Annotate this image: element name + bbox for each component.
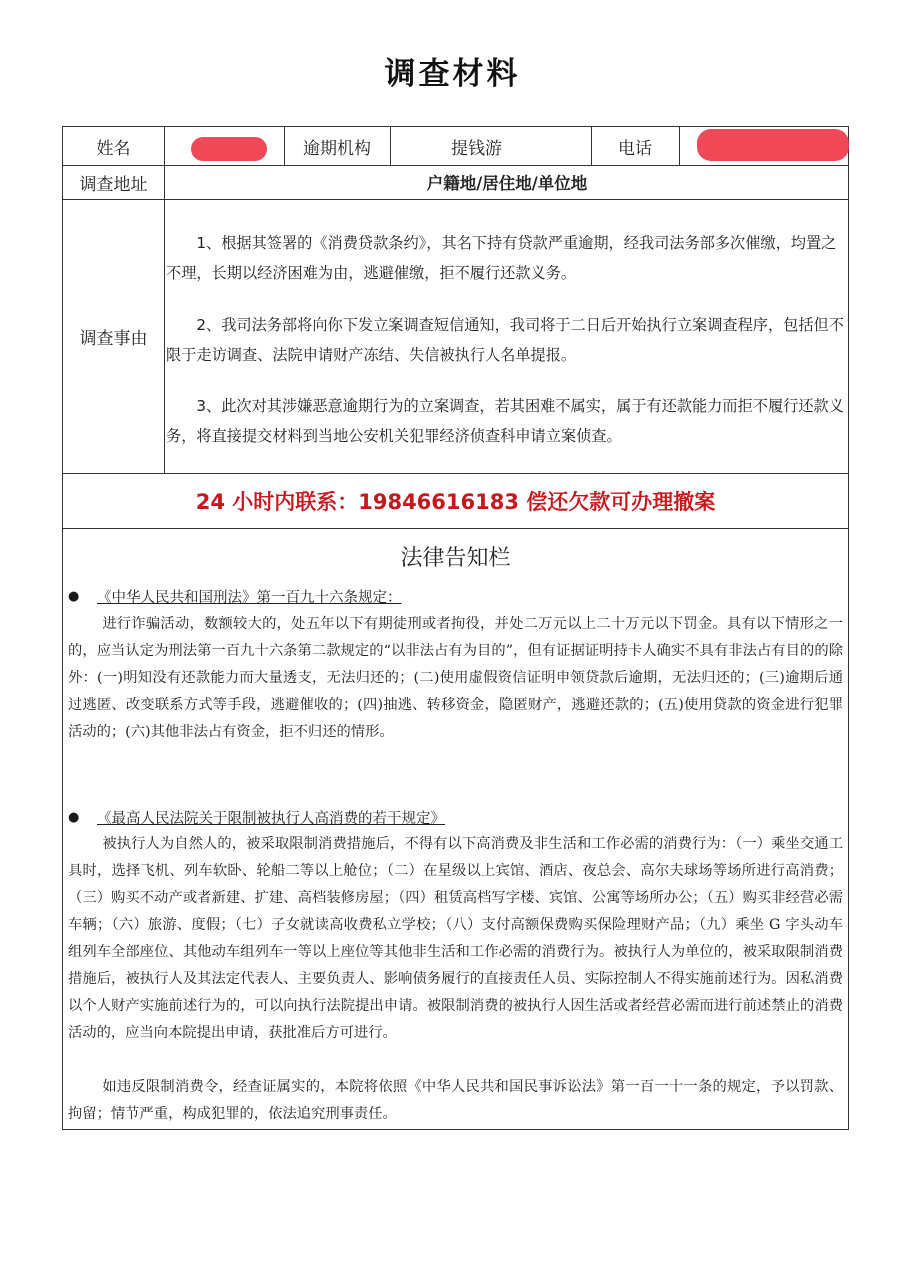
address-value: 户籍地/居住地/单位地 (426, 174, 588, 193)
bullet-icon: ● (68, 589, 80, 604)
row-divider (63, 199, 848, 200)
address-label: 调查地址 (79, 174, 148, 195)
reason-label: 调查事由 (79, 328, 148, 349)
bullet-icon: ● (68, 810, 80, 825)
phone-label: 电话 (618, 138, 652, 159)
row-divider (63, 473, 848, 474)
legal-notice-title: 法律告知栏 (400, 546, 511, 571)
page-title: 调查材料 (384, 56, 521, 92)
law-paragraph: 如违反限制消费令，经查证属实的，本院将依照《中华人民共和国民事诉讼法》第一百一十一条的规定，予以罚款、拘留；情节严重，构成犯罪的，依法追究刑事责任。 (68, 1079, 843, 1122)
reason-item: 1、根据其签署的《消费贷款条约》，其名下持有贷款严重逾期，经我司法务部多次催缴，均置之不理，长期以经济困难为由，逃避催缴，拒不履行还款义务。 (166, 234, 837, 282)
law-heading: 《中华人民共和国刑法》第一百九十六条规定： (97, 590, 402, 606)
row-divider (63, 528, 848, 529)
agency-label: 逾期机构 (303, 138, 371, 159)
law-heading: 《最高人民法院关于限制被执行人高消费的若干规定》 (97, 811, 445, 827)
name-label: 姓名 (96, 138, 131, 159)
redacted-name (191, 137, 267, 161)
investigation-table (62, 126, 849, 1130)
contact-notice: 24 小时内联系：19846616183 偿还欠款可办理撤案 (195, 490, 716, 514)
redacted-phone (697, 129, 849, 161)
agency-value: 提钱游 (451, 138, 502, 159)
law-paragraph: 进行诈骗活动，数额较大的，处五年以下有期徒刑或者拘役，并处二万元以上二十万元以下罚金。具有以下情形之一的，应当认定为刑法第一百九十六条第二款规定的“以非法占有为目的”，但有证据证明持卡人确实不具有非法占有目的的除外：(一)明知没有还款能力而大量透支，无法归还的；(二)使用虚假资信证明申领贷款后逾期，无法归还的；(三)逾期后通过逃匿、改变联系方式等手段，逃避催收的；(四)抽逃、转移资金，隐匿财产，逃避还款的；(五)使用贷款的资金进行犯罪活动的；(六)其他非法占有资金，拒不归还的情形。 (68, 616, 843, 740)
reason-item: 2、我司法务部将向你下发立案调查短信通知，我司将于二日后开始执行立案调查程序，包括但不限于走访调查、法院申请财产冻结、失信被执行人名单提报。 (166, 316, 844, 364)
col-divider (164, 127, 165, 165)
col-divider (164, 165, 165, 473)
col-divider (679, 127, 680, 165)
law-paragraph: 被执行人为自然人的，被采取限制消费措施后，不得有以下高消费及非生活和工作必需的消费行为：（一）乘坐交通工具时，选择飞机、列车软卧、轮船二等以上舱位；（二）在星级以上宾馆、酒店、夜总会、高尔夫球场等场所进行高消费；（三）购买不动产或者新建、扩建、高档装修房屋；（四）租赁高档写字楼、宾馆、公寓等场所办公；（五）购买非经营必需车辆；（六）旅游、度假；（七）子女就读高收费私立学校；（八）支付高额保费购买保险理财产品；（九）乘坐 G 字头动车组列车全部座位、其他动车组列车一等以上座位等其他非生活和工作必需的消费行为。被执行人为单位的，被采取限制消费措施后，被执行人及其法定代表人、主要负责人、影响债务履行的直接责任人员、实际控制人不得实施前述行为。因私消费以个人财产实施前述行为的，可以向执行法院提出申请。被限制消费的被执行人因生活或者经营必需而进行前述禁止的消费活动的，应当向本院提出申请，获批准后方可进行。 (68, 836, 843, 1041)
reason-item: 3、此次对其涉嫌恶意逾期行为的立案调查，若其困难不属实，属于有还款能力而拒不履行还款义务，将直接提交材料到当地公安机关犯罪经济侦查科申请立案侦查。 (166, 397, 844, 445)
